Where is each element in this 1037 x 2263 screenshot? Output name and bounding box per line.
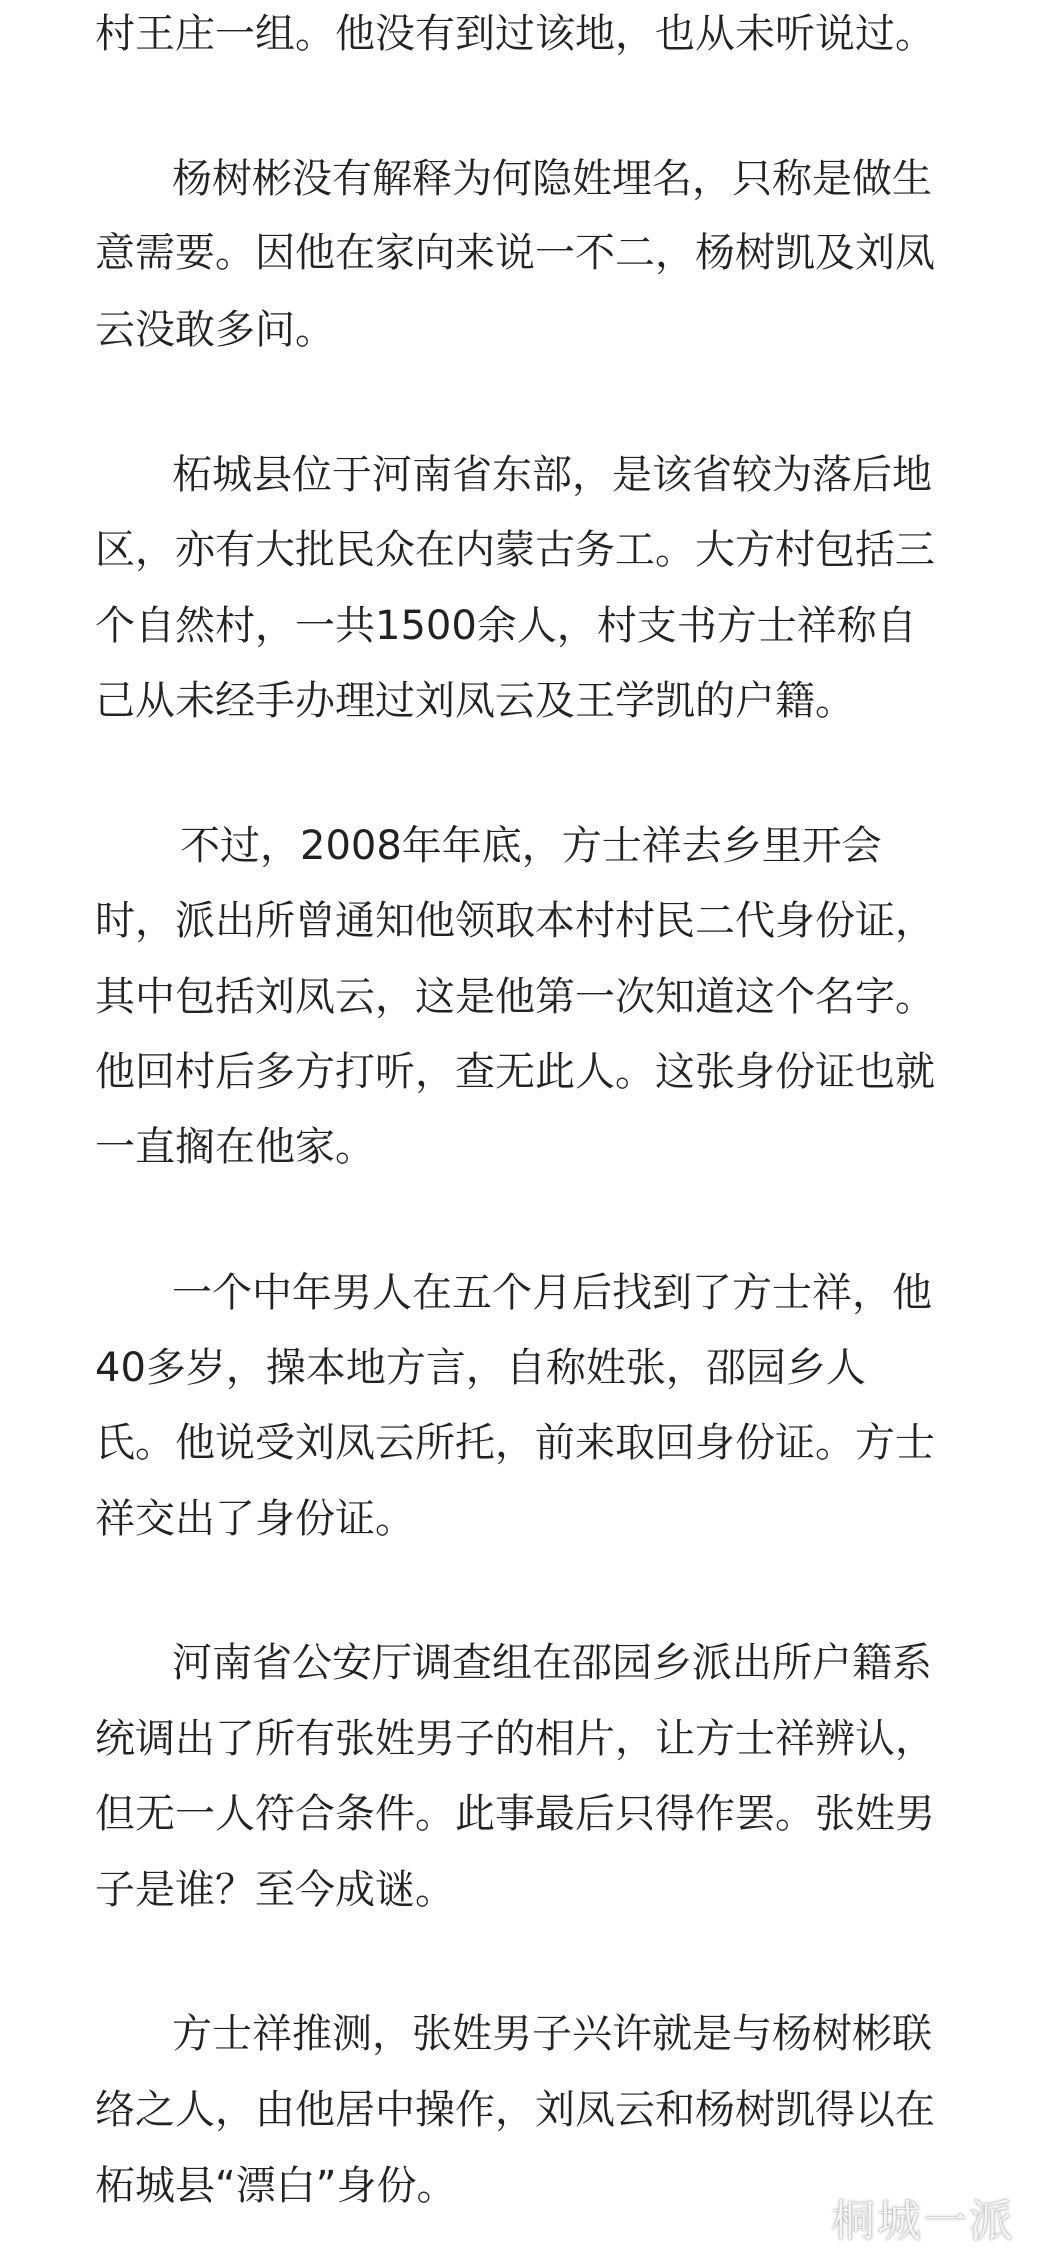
text-line: 不过，2008年年底，方士祥去乡里开会 <box>180 823 882 869</box>
text-line: 他回村后多方打听，查无此人。这张身份证也就 <box>95 1049 935 1095</box>
text-line: 方士祥推测，张姓男子兴许就是与杨树彬联 <box>172 2011 932 2057</box>
text-line: 村王庄一组。他没有到过该地，也从未听说过。 <box>95 11 935 57</box>
text-line: 络之人，由他居中操作，刘凤云和杨树凯得以在 <box>95 2087 935 2133</box>
text-line: 河南省公安厅调查组在邵园乡派出所户籍系 <box>172 1640 932 1686</box>
text-line: 意需要。因他在家向来说一不二，杨树凯及刘凤 <box>95 230 935 276</box>
text-line: 祥交出了身份证。 <box>95 1496 415 1542</box>
text-line: 子是谁？至今成谜。 <box>95 1867 455 1913</box>
text-line: 40多岁，操本地方言，自称姓张，邵园乡人 <box>95 1345 866 1391</box>
text-line: 杨树彬没有解释为何隐姓埋名，只称是做生 <box>172 156 932 202</box>
watermark-text: 桐城一派 <box>831 2196 1015 2247</box>
text-line: 一直搁在他家。 <box>95 1124 375 1170</box>
text-line: 时，派出所曾通知他领取本村村民二代身份证， <box>95 898 935 944</box>
text-line: 区，亦有大批民众在内蒙古务工。大方村包括三 <box>95 527 935 573</box>
text-line: 个自然村，一共1500余人，村支书方士祥称自 <box>95 603 917 649</box>
text-line: 己从未经手办理过刘凤云及王学凯的户籍。 <box>95 678 855 724</box>
text-line: 柘城县“漂白”身份。 <box>95 2163 457 2209</box>
text-line: 一个中年男人在五个月后找到了方士祥，他 <box>172 1270 932 1316</box>
text-line: 云没敢多问。 <box>95 307 335 353</box>
text-line: 其中包括刘凤云，这是他第一次知道这个名字。 <box>95 974 935 1020</box>
text-line: 但无一人符合条件。此事最后只得作罢。张姓男 <box>95 1791 935 1837</box>
text-line: 柘城县位于河南省东部，是该省较为落后地 <box>172 452 932 498</box>
text-line: 氏。他说受刘凤云所托，前来取回身份证。方士 <box>95 1420 935 1466</box>
text-line: 统调出了所有张姓男子的相片，让方士祥辨认， <box>95 1716 935 1762</box>
